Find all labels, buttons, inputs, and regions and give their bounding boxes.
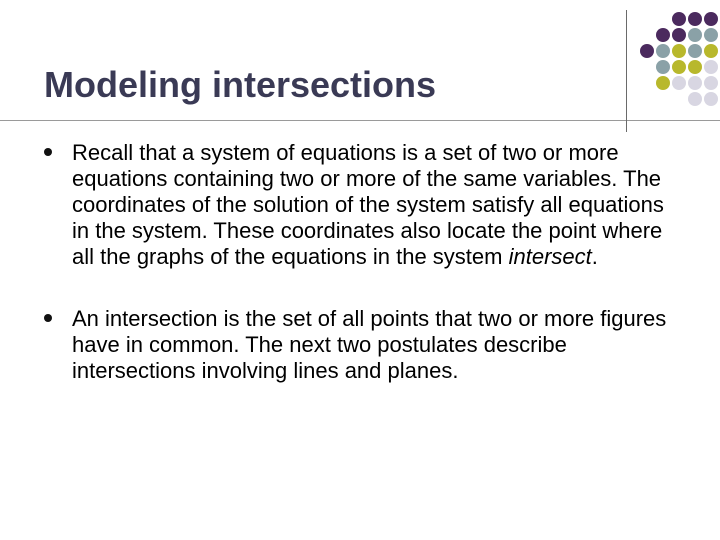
slide-title: Modeling intersections bbox=[44, 64, 437, 105]
decorative-dot bbox=[688, 28, 702, 42]
decorative-dot bbox=[672, 60, 686, 74]
decorative-dot bbox=[704, 28, 718, 42]
decorative-dot bbox=[656, 44, 670, 58]
decorative-dot bbox=[704, 12, 718, 26]
bullet-marker bbox=[44, 148, 52, 156]
bullet-text-main: Recall that a system of equations is a set of two or more equations containing two or more of the same variables. The coordinates of the solution of the system satisfy all equations in the system. These coordinates also locate the point where all the graphs of the equations in the system bbox=[72, 140, 664, 269]
vertical-divider bbox=[626, 10, 627, 132]
bullet-emphasis: intersect bbox=[508, 244, 592, 269]
bullet-text-suffix: . bbox=[591, 244, 598, 269]
bullet-marker bbox=[44, 314, 52, 322]
decorative-dot-grid bbox=[638, 10, 720, 122]
title-divider bbox=[0, 120, 720, 121]
bullet-item bbox=[44, 306, 684, 384]
decorative-dot bbox=[672, 28, 686, 42]
decorative-dot bbox=[672, 44, 686, 58]
decorative-dot bbox=[672, 76, 686, 90]
bullet-list bbox=[44, 140, 684, 420]
decorative-dot bbox=[704, 92, 718, 106]
decorative-dot bbox=[704, 44, 718, 58]
decorative-dot bbox=[704, 60, 718, 74]
decorative-dot bbox=[656, 76, 670, 90]
decorative-dot bbox=[688, 12, 702, 26]
bullet-item bbox=[44, 140, 684, 270]
decorative-dot bbox=[688, 44, 702, 58]
decorative-dot bbox=[704, 76, 718, 90]
decorative-dot bbox=[656, 60, 670, 74]
decorative-dot bbox=[640, 44, 654, 58]
bullet-text: An intersection is the set of all points that two or more figures have in common. The next two postulates describe intersections involving lines and planes. bbox=[72, 306, 667, 383]
decorative-dot bbox=[656, 28, 670, 42]
decorative-dot bbox=[688, 92, 702, 106]
decorative-dot bbox=[672, 12, 686, 26]
bullet-text bbox=[72, 140, 684, 270]
decorative-dot bbox=[688, 60, 702, 74]
decorative-dot bbox=[688, 76, 702, 90]
